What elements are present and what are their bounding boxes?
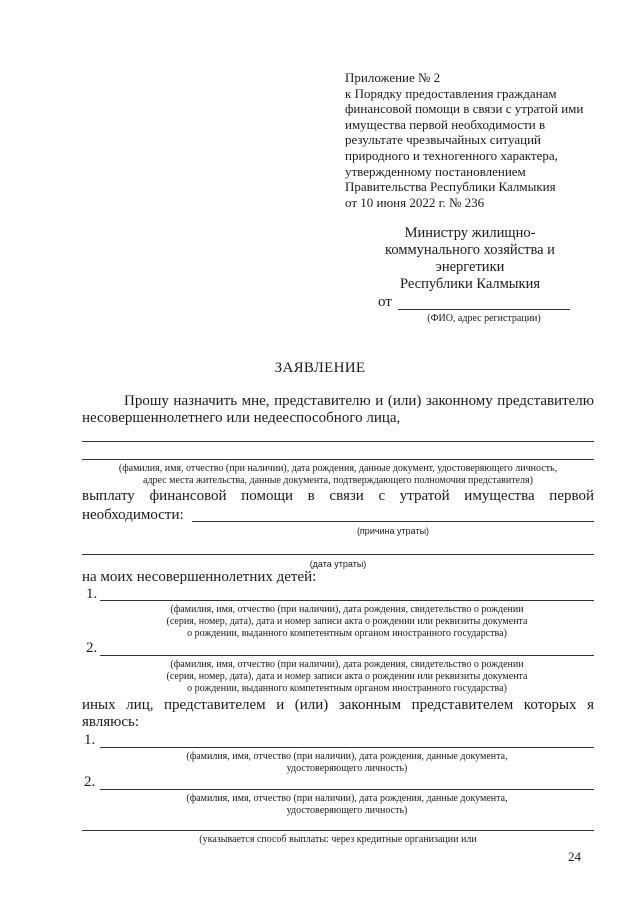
payment-method-input-line[interactable] [82, 830, 594, 831]
reason-caption: (причина утраты) [356, 526, 430, 536]
child-number: 2. [86, 640, 98, 656]
appendix-note [345, 70, 583, 210]
applicant-input-line-2[interactable] [82, 459, 594, 460]
reason-input-line[interactable] [192, 521, 594, 522]
addressee-line: энергетики [435, 259, 505, 275]
appendix-line: имущества первой необходимости в [345, 116, 546, 132]
child-input-line[interactable] [100, 655, 594, 656]
addressee-block [360, 225, 580, 293]
date-input-line[interactable] [82, 554, 594, 555]
appendix-line: от 10 июня 2022 г. № 236 [345, 194, 485, 210]
from-label: от [378, 294, 392, 310]
appendix-line: природного и техногенного характера, [345, 147, 558, 163]
addressee-line: Республики Калмыкия [399, 276, 541, 292]
appendix-line: результате чрезвычайных ситуаций [345, 132, 542, 148]
payment-method-caption: (указывается способ выплаты: через кредитные организации или [199, 834, 477, 845]
appendix-line: финансовой помощи в связи с утратой ими [345, 101, 584, 117]
appendix-line: Приложение № 2 [345, 70, 441, 85]
appendix-line: к Порядку предоставления гражданам [345, 85, 557, 101]
intro-line-2: несовершеннолетнего или недееспособного лица, [82, 410, 401, 426]
addressee-line: Министру жилищно- [404, 225, 536, 241]
intro-line-1: Прошу назначить мне, представителю и (или) законному представителю [124, 393, 594, 409]
other-person-caption-1: (фамилия, имя, отчество (при наличии), дата рождения, данные документа, [186, 793, 508, 804]
child-input-line[interactable] [100, 600, 594, 601]
child-caption-2: (серия, номер, дата), дата и номер записи акта о рождении или реквизиты документа [166, 616, 528, 627]
other-person-caption-2: удостоверяющего личность) [286, 763, 408, 774]
page-number: 24 [568, 849, 581, 864]
other-person-input-line[interactable] [100, 789, 594, 790]
applicant-input-line-1[interactable] [82, 441, 594, 442]
other-person-input-line[interactable] [100, 747, 594, 748]
addressee-line: коммунального хозяйства и [385, 242, 555, 258]
child-caption-1: (фамилия, имя, отчество (при наличии), дата рождения, свидетельство о рождении [170, 604, 524, 615]
other-person-caption-2: удостоверяющего личность) [286, 805, 408, 816]
other-person-caption-1: (фамилия, имя, отчество (при наличии), дата рождения, данные документа, [186, 751, 508, 762]
child-number: 1. [86, 586, 98, 602]
children-heading: на моих несовершеннолетних детей: [82, 569, 317, 585]
applicant-caption-2: адрес места жительства, данные документа, подтверждающего полномочия представителя) [143, 475, 533, 486]
other-person-number: 2. [84, 774, 96, 790]
child-caption-1: (фамилия, имя, отчество (при наличии), дата рождения, свидетельство о рождении [170, 659, 524, 670]
others-line-2: являюсь: [82, 714, 140, 730]
others-line-1: иных лиц, представителем и (или) законным представителем которых я [82, 697, 594, 713]
from-input-line[interactable] [398, 309, 570, 310]
child-caption-3: о рождении, выданного компетентным органом иностранного государства) [187, 628, 507, 639]
date-caption: (дата утраты) [309, 559, 367, 569]
payment-line-1: выплату финансовой помощи в связи с утратой имущества первой [82, 488, 594, 504]
child-caption-3: о рождении, выданного компетентным органом иностранного государства) [187, 683, 507, 694]
payment-line-2: необходимости: [82, 507, 184, 523]
appendix-line: Правительства Республики Калмыкия [345, 179, 556, 195]
from-caption: (ФИО, адрес регистрации) [427, 313, 541, 324]
child-caption-2: (серия, номер, дата), дата и номер записи акта о рождении или реквизиты документа [166, 671, 528, 682]
document-title: ЗАЯВЛЕНИЕ [274, 360, 366, 376]
appendix-line: утвержденному постановлением [345, 163, 526, 179]
applicant-caption-1: (фамилия, имя, отчество (при наличии), дата рождения, данные документ, удостоверяющего личность, [118, 463, 558, 474]
other-person-number: 1. [84, 732, 96, 748]
